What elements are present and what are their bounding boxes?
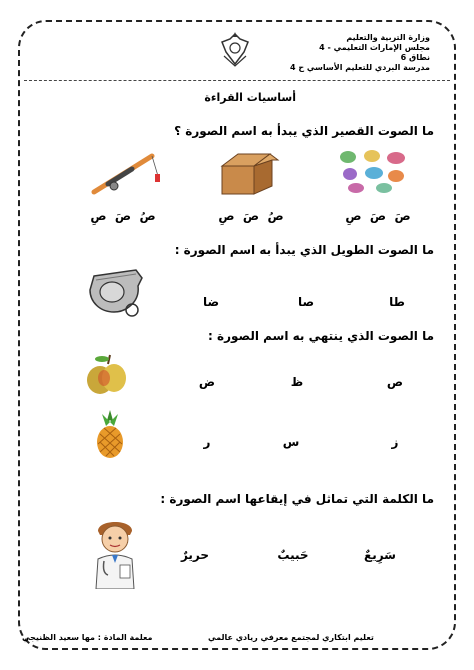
q1-option-group-2[interactable] [216,209,286,223]
q1-option: صَ [114,209,132,223]
question-3: ما الصوت الذي ينتهي به اسم الصورة : [208,329,434,343]
q1-option: صَ [369,209,387,223]
question-4: ما الكلمة التي تماثل في إيقاعها اسم الصورة : [160,492,434,506]
q1-option: صُ [267,209,284,223]
q2-option-2[interactable]: صا [297,295,315,309]
footer-teacher: معلمة المادة : مها سعيد الظنيجي [22,633,153,642]
q3-row2-option-3[interactable]: ر [203,435,211,449]
q3-row1-option-1[interactable]: ص [386,375,404,389]
q1-option: صِ [345,209,362,223]
question-1: ما الصوت القصير الذي يبدأ به اسم الصورة ؟ [174,124,434,138]
q1-option: صِ [90,209,107,223]
q1-option: صَ [394,209,411,223]
q1-option: صَ [242,209,260,223]
question-2: ما الصوت الطويل الذي يبدأ به اسم الصورة : [174,243,434,257]
header-line-zone: نطاق 6 [400,53,430,62]
header-line-council: مجلس الإمارات التعليمي - 4 [319,43,430,52]
doctor-icon [86,515,144,589]
q4-option-1[interactable]: سَرِيعٌ [364,548,396,562]
header-line-ministry: وزارة التربية والتعليم [346,33,430,42]
q1-option: صُ [139,209,156,223]
pears-icon [82,352,130,396]
whistle-icon [84,262,154,320]
q1-option: صِ [218,209,235,223]
q3-row2-option-2[interactable]: س [282,435,300,449]
box-icon [214,150,280,196]
q4-option-2[interactable]: حَبيبٌ [277,548,309,562]
q3-row1-option-2[interactable]: ظ [290,375,304,389]
q3-row1-option-3[interactable]: ض [198,375,216,389]
header-line-school: مدرسة البردي للتعليم الأساسي ح 4 [290,63,430,72]
q3-row2-option-1[interactable]: ز [391,435,399,449]
q2-option-1[interactable]: طا [389,295,405,309]
uae-emblem-icon [218,30,252,68]
fishing-rod-icon [88,150,168,198]
q1-option-group-3[interactable] [88,209,158,223]
header-divider [24,80,450,81]
q4-option-3[interactable]: حريرٌ [180,548,210,562]
q2-option-3[interactable]: ضا [202,295,220,309]
shells-icon [334,148,414,194]
footer-slogan: تعليم ابتكاري لمجتمع معرفي ريادي عالمي [208,633,374,642]
worksheet-title: أساسيات القراءة [204,91,296,104]
q1-option-group-1[interactable] [343,209,413,223]
pineapple-icon [92,408,128,460]
